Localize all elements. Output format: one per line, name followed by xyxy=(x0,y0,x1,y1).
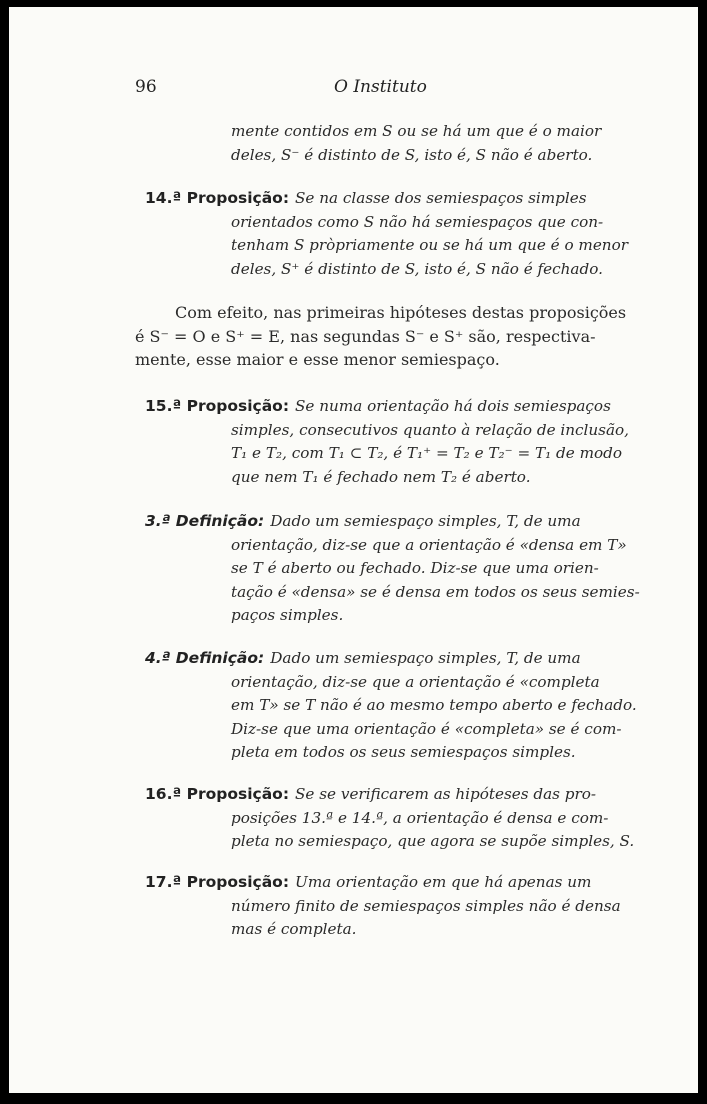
intro-continuation xyxy=(231,120,601,167)
proposition-14 xyxy=(145,187,628,281)
text-line: pleta em todos os seus semiespaços simples. xyxy=(231,743,576,761)
definition-label: 3.ª Definição: xyxy=(145,512,265,530)
text-line: deles, S⁺ é distinto de S, isto é, S não é fechado. xyxy=(231,259,603,278)
text-line: mente, esse maior e esse menor semiespaço. xyxy=(135,350,500,369)
text-line: simples, consecutivos quanto à relação de inclusão, xyxy=(231,420,630,439)
running-title: O Instituto xyxy=(334,77,427,97)
proposition-label: 14.ª Proposição: xyxy=(145,189,290,207)
text-line: orientados como S não há semiespaços que con- xyxy=(231,212,604,231)
proposition-16 xyxy=(145,783,634,854)
text-line: paços simples. xyxy=(231,606,344,624)
proposition-text: Se se verificarem as hipóteses das pro- xyxy=(295,785,597,803)
page-number: 96 xyxy=(135,77,157,97)
body-paragraph xyxy=(135,301,626,372)
definition-label: 4.ª Definição: xyxy=(145,649,265,667)
text-line: número finito de semiespaços simples não é densa xyxy=(231,896,621,915)
text-line: mente contidos em S ou se há um que é o maior xyxy=(231,122,602,140)
text-line: T₁ e T₂, com T₁ ⊂ T₂, é T₁⁺ = T₂ e T₂⁻ = T₁ de modo xyxy=(231,444,622,462)
text-line: Com efeito, nas primeiras hipóteses destas proposições xyxy=(175,303,627,322)
text-line: pleta no semiespaço, que agora se supõe simples, S. xyxy=(231,832,635,850)
proposition-label: 15.ª Proposição: xyxy=(145,397,290,415)
text-line: é S⁻ = O e S⁺ = E, nas segundas S⁻ e S⁺ são, respectiva- xyxy=(135,326,596,346)
proposition-label: 16.ª Proposição: xyxy=(145,785,290,803)
proposition-text: Se numa orientação há dois semiespaços xyxy=(295,397,611,415)
proposition-text: Uma orientação em que há apenas um xyxy=(295,873,592,891)
text-line: mas é completa. xyxy=(231,920,357,938)
text-line: deles, S⁻ é distinto de S, isto é, S não é aberto. xyxy=(231,145,593,164)
text-line: tação é «densa» se é densa em todos os seus semies- xyxy=(231,582,640,601)
text-line: tenham S pròpriamente ou se há um que é o menor xyxy=(231,236,628,254)
definition-text: Dado um semiespaço simples, T, de uma xyxy=(270,649,581,667)
text-line: se T é aberto ou fechado. Diz-se que uma orien- xyxy=(231,559,599,577)
text-line: em T» se T não é ao mesmo tempo aberto e fechado. xyxy=(231,696,637,714)
text-line: orientação, diz-se que a orientação é «densa em T» xyxy=(231,535,627,554)
proposition-label: 17.ª Proposição: xyxy=(145,873,290,891)
proposition-text: Se na classe dos semiespaços simples xyxy=(295,189,587,207)
text-line: Diz-se que uma orientação é «completa» se é com- xyxy=(231,719,622,738)
proposition-17 xyxy=(145,871,621,942)
text-line: orientação, diz-se que a orientação é «completa xyxy=(231,672,600,691)
text-line: posições 13.ª e 14.ª, a orientação é densa e com- xyxy=(231,808,609,827)
definition-4 xyxy=(145,647,637,765)
text-line: que nem T₁ é fechado nem T₂ é aberto. xyxy=(231,467,531,486)
definition-text: Dado um semiespaço simples, T, de uma xyxy=(270,512,581,530)
definition-3 xyxy=(145,510,640,628)
book-page xyxy=(9,7,698,1093)
proposition-15 xyxy=(145,395,629,489)
